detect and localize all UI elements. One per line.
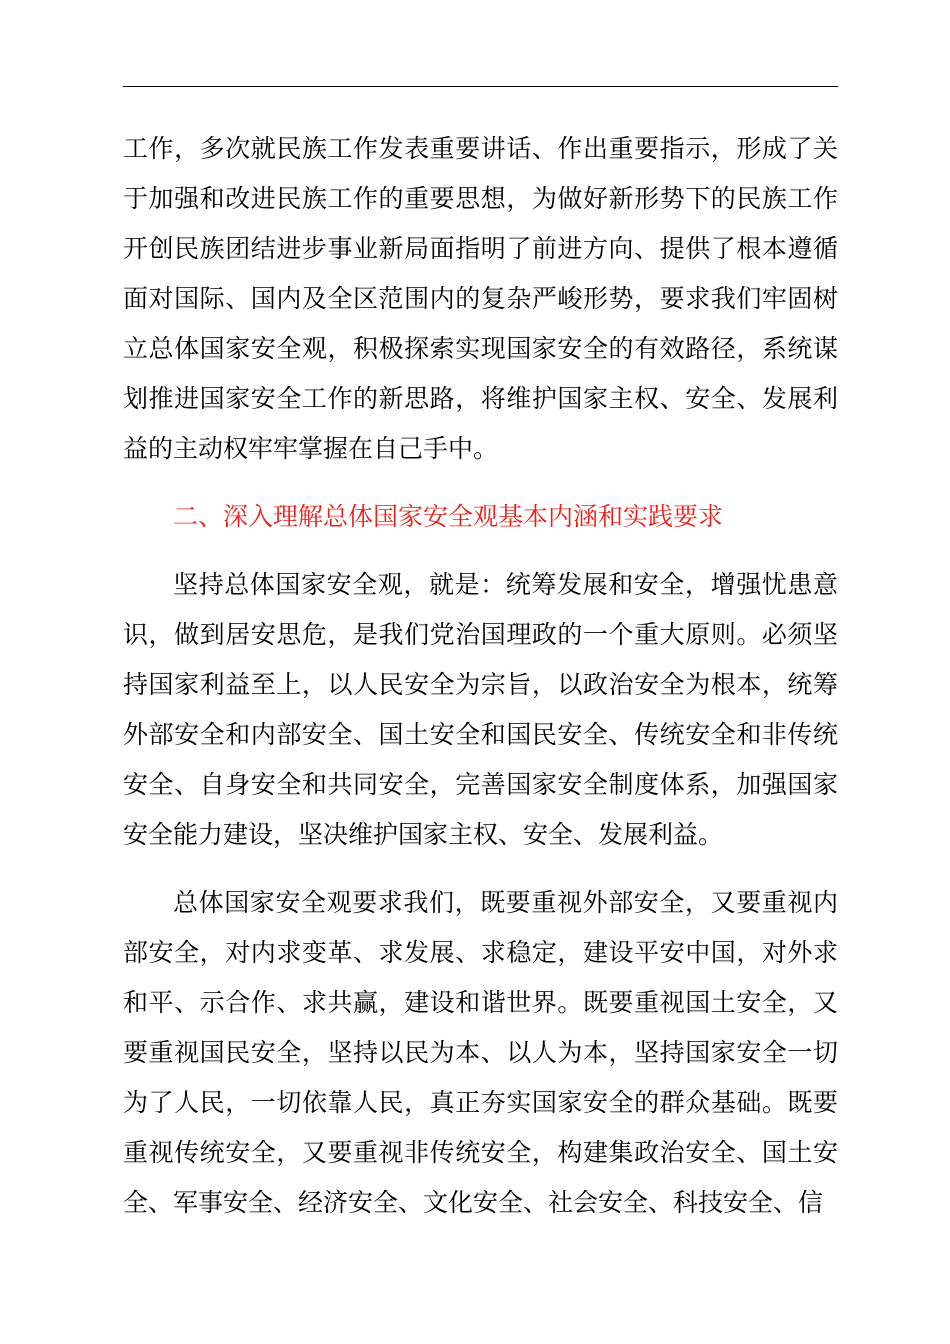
body-paragraph-3: 总体国家安全观要求我们，既要重视外部安全，又要重视内部安全，对内求变革、求发展、求稳定，建设平安中国，对外求和平、示合作、求共赢，建设和谐世界。既要重视国土安全，又要重视国民安全，坚持以民为本、以人为本，坚持国家安全一切为了人民，一切依靠人民，真正夯实国家安全的群众基础。既要重视传统安全，又要重视非传统安全，构建集政治安全、国土安全、军事安全、经济安全、文化安全、社会安全、科技安全、信: [123, 888, 838, 1217]
body-paragraph-2: 坚持总体国家安全观，就是：统筹发展和安全，增强忧患意识，做到居安思危，是我们党治国理政的一个重大原则。必须坚持国家利益至上，以人民安全为宗旨，以政治安全为根本，统筹外部安全和内部安全、国土安全和国民安全、传统安全和非传统安全、自身安全和共同安全，完善国家安全制度体系，加强国家安全能力建设，坚决维护国家主权、安全、发展利益。: [123, 570, 838, 849]
header-rule: [123, 86, 838, 87]
section-heading: 二、深入理解总体国家安全观基本内涵和实践要求: [173, 502, 724, 531]
body-paragraph-1: 工作，多次就民族工作发表重要讲话、作出重要指示，形成了关于加强和改进民族工作的重要思想，为做好新形势下的民族工作开创民族团结进步事业新局面指明了前进方向、提供了根本遵循面对国际、国内及全区范围内的复杂严峻形势，要求我们牢固树立总体国家安全观，积极探索实现国家安全的有效路径，系统谋划推进国家安全工作的新思路，将维护国家主权、安全、发展利益的主动权牢牢掌握在自己手中。: [123, 134, 838, 463]
document-body: [123, 124, 838, 1246]
